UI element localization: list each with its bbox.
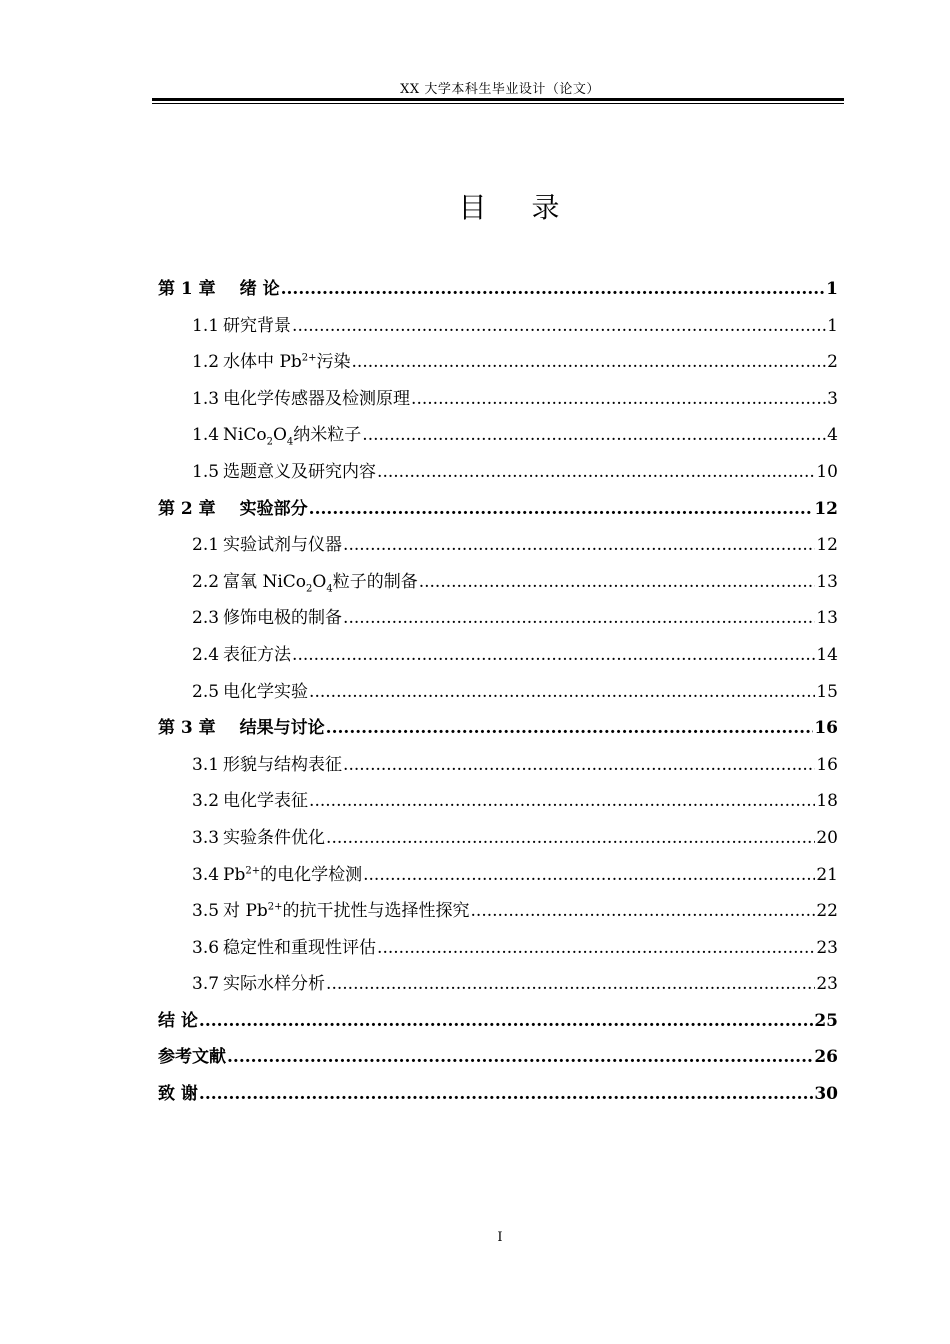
toc-entry-label: [158, 1003, 198, 1040]
toc-entry-title: 结 论: [158, 1010, 198, 1031]
toc-entry-title: [223, 865, 362, 885]
toc-entry-number: 2.3: [192, 608, 220, 629]
toc-entry-title-part: 纳米粒子: [293, 425, 362, 446]
toc-entry-title-part: 的电化学检测: [260, 864, 363, 885]
toc-entry-page: 14: [816, 644, 838, 665]
toc-entry-title: [223, 901, 469, 921]
toc-entry-number: 第 3 章: [158, 718, 216, 739]
toc-entry-page: 4: [827, 425, 838, 446]
toc-entry-number: 3.5: [192, 901, 220, 922]
toc-entry-label: [158, 491, 308, 528]
toc-entry-title: 致 谢: [158, 1084, 198, 1105]
toc-entry-label: [192, 600, 342, 637]
page-number: I: [497, 1230, 503, 1245]
toc-entry-label: [192, 966, 325, 1003]
toc-entry-title-part: NiCo: [223, 425, 267, 446]
toc-entry-title: 电化学表征: [223, 791, 309, 812]
toc-entry-chapter[interactable]: [158, 271, 838, 308]
toc-leader-dots: [326, 820, 815, 857]
toc-leader-dots: [471, 893, 816, 930]
toc-entry-title: 电化学实验: [223, 681, 309, 702]
toc-leader-dots: [326, 966, 815, 1003]
toc-entry-page: 16: [816, 754, 838, 775]
toc-entry-label: [192, 783, 308, 820]
toc-entry-title: 实际水样分析: [223, 974, 326, 995]
toc-entry-label: [192, 527, 342, 564]
toc-entry-title: 实验条件优化: [223, 827, 326, 848]
toc-entry-number: 3.1: [192, 754, 220, 775]
toc-entry-page: 26: [814, 1047, 838, 1068]
table-of-contents: [158, 271, 838, 1113]
toc-entry-page: 1: [826, 279, 838, 299]
toc-entry-title: 表征方法: [223, 644, 292, 665]
toc-leader-dots: [281, 271, 826, 308]
toc-entry-label: [158, 1076, 198, 1113]
toc-leader-dots: [377, 930, 815, 967]
toc-entry-title: [223, 425, 362, 448]
toc-entry-label: [158, 271, 280, 308]
toc-entry-section[interactable]: [158, 747, 838, 784]
toc-entry-title-part: 水体中 Pb: [223, 352, 302, 373]
toc-entry-title-part: 2+: [245, 864, 261, 876]
toc-entry-page: 13: [816, 608, 838, 629]
toc-entry-title-part: 2: [266, 436, 273, 448]
toc-entry-page: 13: [816, 571, 838, 592]
toc-leader-dots: [309, 491, 814, 528]
toc-entry-label: [192, 820, 325, 857]
header-rule-thin: [152, 103, 844, 104]
toc-entry-page: 22: [816, 901, 838, 922]
toc-entry-chapter[interactable]: [158, 1039, 838, 1076]
toc-entry-title: 参考文献: [158, 1047, 226, 1068]
toc-entry-page: 3: [827, 388, 838, 409]
toc-entry-number: 1.5: [192, 461, 220, 482]
toc-entry-page: 2: [827, 352, 838, 373]
header-rule-thick: [152, 98, 844, 101]
toc-entry-title: 选题意义及研究内容: [223, 461, 377, 482]
toc-entry-title-part: 粒子的制备: [332, 571, 418, 592]
toc-entry-title-part: 对 Pb: [223, 901, 268, 922]
toc-leader-dots: [199, 1003, 813, 1040]
toc-leader-dots: [377, 454, 815, 491]
toc-entry-label: [192, 893, 470, 930]
toc-entry-number: 3.2: [192, 791, 220, 812]
toc-entry-title: 实验部分: [239, 498, 308, 519]
toc-leader-dots: [363, 857, 815, 894]
toc-entry-page: 23: [816, 974, 838, 995]
toc-leader-dots: [343, 747, 815, 784]
toc-entry-title-part: 2: [306, 583, 313, 595]
toc-leader-dots: [419, 564, 816, 601]
toc-entry-section[interactable]: [158, 783, 838, 820]
toc-entry-title: [223, 571, 418, 595]
toc-entry-title: [223, 352, 350, 372]
toc-entry-label: [192, 564, 418, 601]
toc-leader-dots: [292, 308, 826, 345]
toc-entry-section[interactable]: [158, 820, 838, 857]
toc-entry-title-part: 2+: [301, 352, 317, 364]
toc-entry-number: 3.7: [192, 974, 220, 995]
toc-entry-section[interactable]: [158, 381, 838, 418]
toc-entry-chapter[interactable]: [158, 1003, 838, 1040]
toc-entry-page: 12: [814, 498, 838, 519]
toc-leader-dots: [352, 344, 827, 381]
toc-leader-dots: [309, 674, 815, 711]
toc-entry-number: 2.5: [192, 681, 220, 702]
toc-entry-title-part: 4: [286, 436, 294, 448]
toc-entry-label: [192, 454, 376, 491]
toc-entry-section[interactable]: [158, 857, 838, 894]
toc-entry-title-part: 2+: [267, 901, 283, 913]
toc-entry-label: [158, 1039, 226, 1076]
toc-entry-number: 第 1 章: [158, 279, 216, 299]
toc-entry-label: [192, 857, 362, 894]
toc-entry-section[interactable]: [158, 564, 838, 601]
toc-entry-number: 3.6: [192, 937, 220, 958]
toc-leader-dots: [292, 637, 815, 674]
toc-leader-dots: [326, 710, 814, 747]
toc-entry-title: 稳定性和重现性评估: [223, 937, 377, 958]
toc-entry-title-part: Pb: [223, 864, 246, 885]
toc-entry-number: 3.4: [192, 864, 220, 885]
toc-entry-number: 3.3: [192, 827, 220, 848]
toc-entry-label: [192, 308, 291, 345]
toc-entry-title: 实验试剂与仪器: [223, 535, 343, 556]
toc-entry-label: [192, 747, 342, 784]
toc-entry-page: 21: [816, 864, 838, 885]
toc-entry-number: 第 2 章: [158, 498, 216, 519]
toc-entry-title-part: 4: [326, 583, 333, 595]
toc-entry-title: 结果与讨论: [239, 718, 325, 739]
toc-leader-dots: [343, 527, 815, 564]
toc-entry-label: [158, 710, 325, 747]
toc-entry-title-part: O: [272, 425, 287, 446]
toc-leader-dots: [309, 783, 815, 820]
toc-entry-label: [192, 930, 376, 967]
toc-leader-dots: [227, 1039, 813, 1076]
toc-entry-section[interactable]: [158, 637, 838, 674]
toc-entry-section[interactable]: [158, 600, 838, 637]
toc-entry-number: 1.3: [192, 388, 220, 409]
toc-entry-section[interactable]: [158, 308, 838, 345]
toc-entry-section[interactable]: [158, 966, 838, 1003]
toc-entry-number: 1.1: [192, 315, 220, 336]
toc-entry-page: 12: [816, 535, 838, 556]
toc-entry-page: 15: [816, 681, 838, 702]
toc-entry-title: 电化学传感器及检测原理: [223, 388, 411, 409]
toc-entry-number: 2.4: [192, 644, 220, 665]
toc-entry-number: 1.4: [192, 425, 220, 446]
toc-entry-label: [192, 674, 308, 711]
toc-entry-number: 2.2: [192, 571, 220, 592]
page-header-title: XX 大学本科生毕业设计（论文）: [400, 82, 600, 97]
toc-entry-section[interactable]: [158, 930, 838, 967]
toc-entry-title-part: 污染: [316, 352, 351, 373]
toc-entry-title-part: 的抗干扰性与选择性探究: [282, 901, 470, 922]
toc-entry-page: 18: [816, 791, 838, 812]
toc-entry-page: 20: [816, 827, 838, 848]
toc-entry-section[interactable]: [158, 454, 838, 491]
toc-entry-title: 绪 论: [239, 279, 280, 299]
toc-entry-label: [192, 637, 291, 674]
toc-entry-chapter[interactable]: [158, 491, 838, 528]
toc-entry-title: 研究背景: [223, 315, 292, 336]
toc-entry-page: 10: [816, 461, 838, 482]
toc-entry-section[interactable]: [158, 674, 838, 711]
toc-title: 目 录: [458, 191, 578, 224]
toc-leader-dots: [343, 600, 815, 637]
toc-entry-title-part: 富氧 NiCo: [223, 571, 307, 592]
toc-entry-page: 25: [814, 1010, 838, 1031]
toc-entry-number: 2.1: [192, 535, 220, 556]
toc-entry-label: [192, 344, 351, 381]
toc-entry-page: 1: [827, 315, 838, 336]
toc-entry-chapter[interactable]: [158, 1076, 838, 1113]
toc-entry-number: 1.2: [192, 352, 220, 373]
toc-entry-label: [192, 417, 361, 454]
toc-entry-section[interactable]: [158, 344, 838, 381]
toc-entry-page: 23: [816, 937, 838, 958]
toc-entry-title-part: O: [312, 571, 327, 592]
toc-leader-dots: [199, 1076, 813, 1113]
toc-entry-title: 修饰电极的制备: [223, 608, 343, 629]
toc-leader-dots: [362, 417, 826, 454]
toc-leader-dots: [411, 381, 826, 418]
toc-entry-section[interactable]: [158, 893, 838, 930]
toc-entry-title: 形貌与结构表征: [223, 754, 343, 775]
toc-entry-section[interactable]: [158, 417, 838, 454]
toc-entry-chapter[interactable]: [158, 710, 838, 747]
toc-entry-section[interactable]: [158, 527, 838, 564]
toc-entry-page: 16: [814, 718, 838, 739]
toc-entry-page: 30: [814, 1084, 838, 1105]
toc-entry-label: [192, 381, 410, 418]
